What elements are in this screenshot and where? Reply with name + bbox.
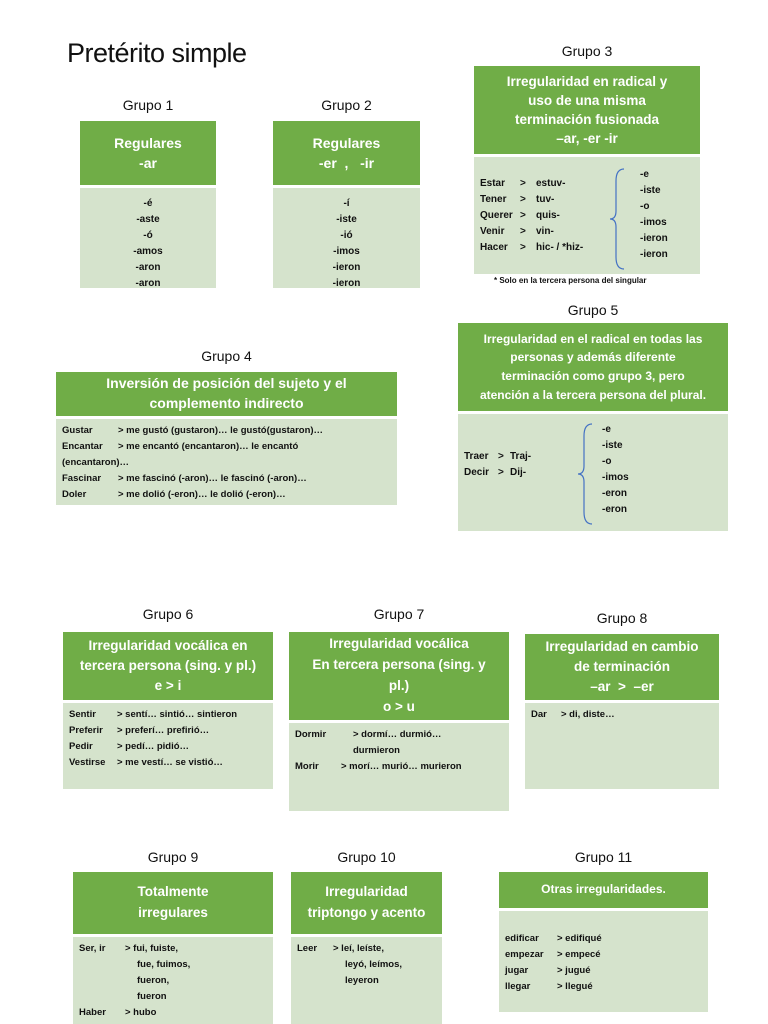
grupo6-body: Sentir > sentí… sintió… sintieron Preferir > preferí… prefirió… Pedir > pedí… pidió… Vestirse > me vestí… se vistió… xyxy=(63,703,273,789)
grupo11-body: edificar > edifiqué empezar > empecé jugar > jugué llegar > llegué xyxy=(499,911,708,1012)
grupo7-header: Irregularidad vocálica En tercera persona (sing. y pl.) o > u xyxy=(289,632,509,720)
grupo5-endings: -e -iste -o -imos -eron -eron xyxy=(602,424,629,515)
grupo7-body: Dormir > dormí… durmió… durmieron Morir > morí… murió… murieron xyxy=(289,723,509,811)
grupo2-card xyxy=(273,121,420,288)
grupo1-header: Regulares -ar xyxy=(80,121,216,185)
grupo5-label: Grupo 5 xyxy=(567,302,619,318)
grupo3-brace xyxy=(608,167,628,271)
grupo6-card xyxy=(63,632,273,789)
grupo10-label: Grupo 10 xyxy=(337,849,396,865)
grupo9-header: Totalmente irregulares xyxy=(73,872,273,934)
grupo7-card xyxy=(289,632,509,811)
grupo4-header: Inversión de posición del sujeto y el complemento indirecto xyxy=(56,372,397,416)
grupo8-card xyxy=(525,634,719,789)
grupo3-card xyxy=(474,66,700,274)
grupo7-label: Grupo 7 xyxy=(373,606,425,622)
grupo2-header: Regulares -er , -ir xyxy=(273,121,420,185)
grupo9-card xyxy=(73,872,273,1024)
grupo10-body: Leer > leí, leíste, leyó, leímos, leyeron xyxy=(291,937,442,1024)
grupo10-header: Irregularidad triptongo y acento xyxy=(291,872,442,934)
grupo6-header: Irregularidad vocálica en tercera persona (sing. y pl.) e > i xyxy=(63,632,273,700)
grupo3-note: * Solo en la tercera persona del singular xyxy=(494,276,647,285)
grupo5-verbs: Traer > Traj- Decir > Dij- xyxy=(464,451,532,478)
grupo8-header: Irregularidad en cambio de terminación –ar > –er xyxy=(525,634,719,700)
grupo5-brace xyxy=(576,422,596,526)
grupo4-label: Grupo 4 xyxy=(201,348,252,364)
grupo4-body: Gustar > me gustó (gustaron)… le gustó(gustaron)… Encantar > me encantó (encantaron)… le encantó (encantaron)… Fascinar > me fascinó (-aron)… le fascinó (-aron)… Doler > me dolió (-eron)… le dolió (-eron)… xyxy=(56,419,397,505)
grupo1-endings: -é -aste -ó -amos -aron -aron xyxy=(80,188,216,288)
grupo9-body: Ser, ir > fui, fuiste, fue, fuimos, fueron, fueron Haber > hubo xyxy=(73,937,273,1024)
grupo5-header: Irregularidad en el radical en todas las personas y además diferente terminación como grupo 3, pero atención a la tercera persona del plural. xyxy=(458,323,728,411)
grupo6-label: Grupo 6 xyxy=(142,606,194,622)
grupo8-body: Dar > di, diste… xyxy=(525,703,719,789)
grupo8-label: Grupo 8 xyxy=(596,610,648,626)
grupo11-label: Grupo 11 xyxy=(574,849,633,865)
grupo2-label: Grupo 2 xyxy=(321,97,372,113)
grupo3-body xyxy=(474,157,700,274)
grupo11-card xyxy=(499,872,708,1012)
grupo1-label: Grupo 1 xyxy=(122,97,174,113)
grupo5-body xyxy=(458,414,728,531)
grupo5-card xyxy=(458,323,728,531)
page-title: Pretérito simple xyxy=(67,38,247,68)
grupo1-card xyxy=(80,121,216,288)
grupo3-label: Grupo 3 xyxy=(561,43,613,59)
grupo9-label: Grupo 9 xyxy=(147,849,199,865)
grupo3-verbs: Estar > estuv- Tener > tuv- Querer > quis- Venir > vin- Hacer > hic- / *hiz- xyxy=(480,178,584,253)
grupo11-header: Otras irregularidades. xyxy=(499,872,708,908)
grupo3-endings: -e -iste -o -imos -ieron -ieron xyxy=(640,169,668,260)
grupo4-card xyxy=(56,372,397,505)
grupo3-header: Irregularidad en radical y uso de una misma terminación fusionada –ar, -er -ir xyxy=(474,66,700,154)
grupo10-card xyxy=(291,872,442,1024)
grupo2-endings: -í -iste -ió -imos -ieron -ieron xyxy=(273,188,420,288)
